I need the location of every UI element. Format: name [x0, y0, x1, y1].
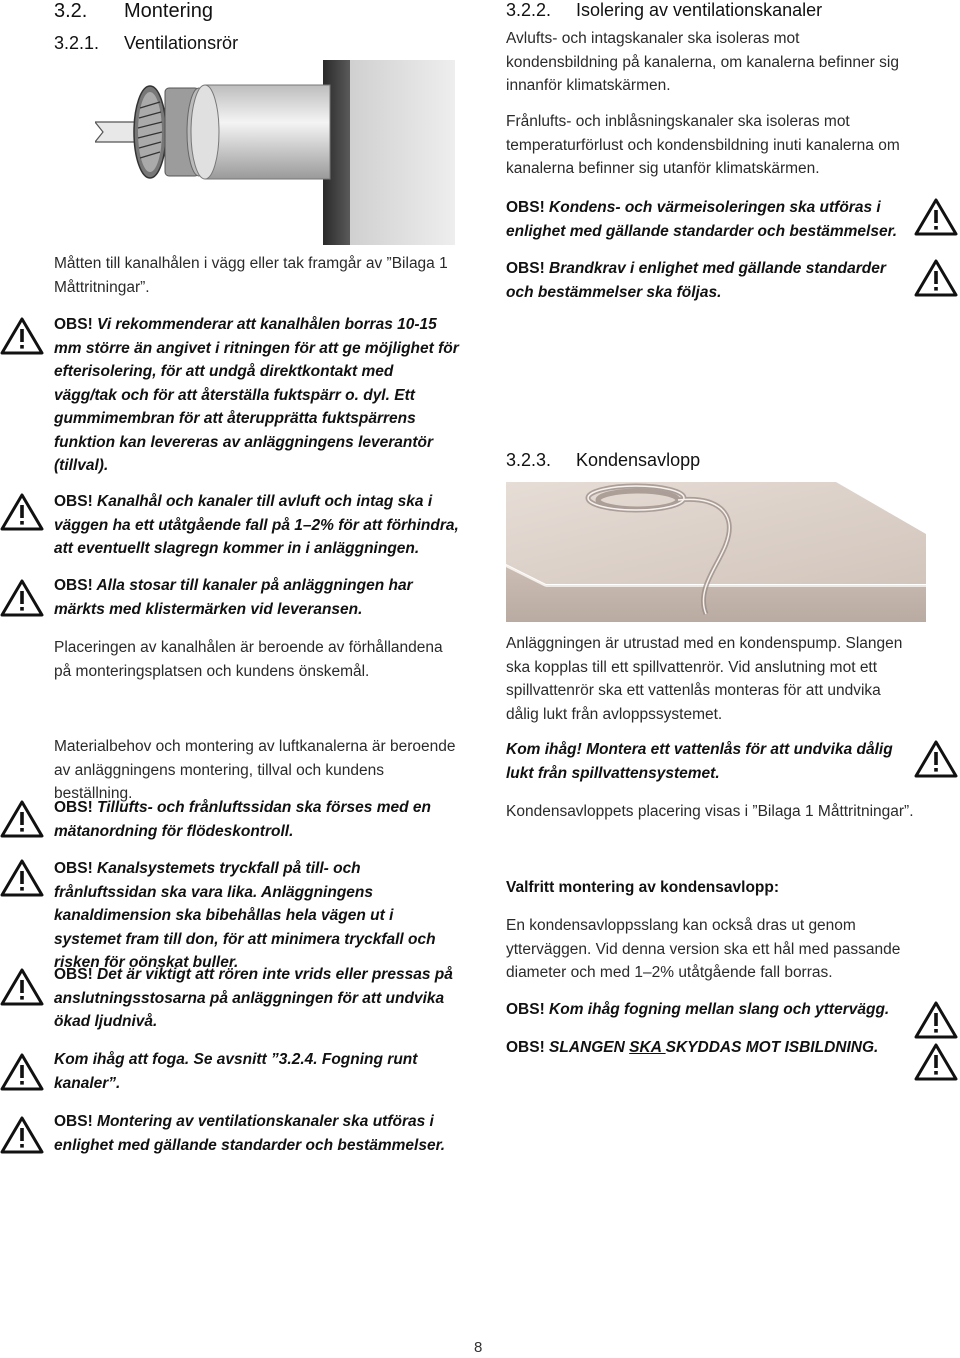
paragraph-placering-kondensavlopp: Kondensavloppets placering visas i ”Bilaga 1 Måttritningar”. [506, 803, 914, 820]
warning-triangle-icon [914, 739, 958, 779]
section-number: 3.2.3. [506, 450, 552, 470]
note-fogning: Kom ihåg att foga. Se avsnitt ”3.2.4. Fogning runt kanaler”. [54, 1051, 418, 1092]
section-number: 3.2. [54, 0, 88, 22]
obs-text: Kanalsystemets tryckfall på till- och frånluftssidan ska vara lika. Anläggningens kanaldimension ska bibehållas hela vägen ut i systemet fram till don, för att minimera tryckfall och risken för oönskat buller. [54, 860, 436, 971]
obs-label: OBS! [54, 860, 93, 877]
obs-text-underlined: SKA [629, 1039, 666, 1056]
obs-text: Vi rekommenderar att kanalhålen borras 10-15 mm större än angivet i ritningen för att ge möjlighet för efterisolering, för att undgå direktkontakt med vägg/tak och för att återställa fuktspärr o. dyl. Ett gummimembran för att återupprätta fuktspärrens funktion kan levereras av anläggningens leverantör (tillval). [54, 316, 459, 474]
obs-note-kondensisolering [506, 196, 911, 243]
illustration-caption: Måtten till kanalhålen i vägg eller tak framgår av ”Bilaga 1 Måttritningar”. [54, 255, 448, 296]
obs-note-isbildning [506, 1036, 911, 1060]
obs-label: OBS! [506, 1039, 545, 1056]
obs-label: OBS! [506, 199, 545, 216]
obs-text: Kondens- och värmeisoleringen ska utföras i enlighet med gällande standarder och bestämmelser. [506, 199, 898, 240]
paragraph-avlufts: Avlufts- och intagskanaler ska isoleras mot kondensbildning på kanalerna, om kanalerna befinner sig innanför klimatskärmen. [506, 30, 899, 94]
ventilation-pipe-illustration [95, 60, 455, 245]
warning-triangle-icon [0, 492, 44, 532]
obs-text: Brandkrav i enlighet med gällande standarder och bestämmelser ska följas. [506, 260, 886, 301]
obs-label: OBS! [54, 1113, 93, 1130]
condensate-hose-illustration [506, 474, 926, 622]
paragraph-kondensavloppsslang: En kondensavloppsslang kan också dras ut genom ytterväggen. Vid denna version ska ett hål med passande diameter och med 1–2% utåtgående fall borras. [506, 917, 901, 981]
obs-note-matanordning [54, 796, 459, 843]
obs-text: Alla stosar till kanaler på anläggningen har märkts med klistermärken vid leveransen. [54, 577, 413, 618]
warning-triangle-icon [0, 578, 44, 618]
obs-note-brandkrav [506, 257, 911, 304]
obs-text: Kanalhål och kanaler till avluft och intag ska i väggen ha ett utåtgående fall på 1–2% för att förhindra, att eventuellt slagregn kommer in i anläggningen. [54, 493, 459, 557]
obs-note-fall [54, 490, 459, 561]
obs-text: Det är viktigt att rören inte vrids eller pressas på anslutningsstosarna på anläggningen för att undvika ökad ljudnivå. [54, 966, 453, 1030]
obs-label: OBS! [54, 966, 93, 983]
warning-triangle-icon [0, 799, 44, 839]
section-title: Montering [124, 0, 213, 22]
obs-note-montering-standard [54, 1110, 459, 1157]
warning-triangle-icon [0, 967, 44, 1007]
paragraph-franlufts: Frånlufts- och inblåsningskanaler ska isoleras mot temperaturförlust och kondensbildning inuti kanalerna om kanalerna befinner sig utanför klimatskärmen. [506, 113, 900, 177]
obs-label: OBS! [54, 799, 93, 816]
paragraph-materialbehov: Materialbehov och montering av luftkanalerna är beroende av anläggningens montering, tillval och kundens beställning. [54, 738, 456, 802]
subheading-valfritt: Valfritt montering av kondensavlopp: [506, 879, 780, 896]
subsection-title: Ventilationsrör [124, 33, 239, 53]
section-heading-kondensavlopp [506, 450, 926, 471]
section-title: Isolering av ventilationskanaler [576, 0, 823, 20]
subsection-number: 3.2.1. [54, 33, 100, 53]
warning-triangle-icon [914, 197, 958, 237]
obs-note-fogning-slang [506, 998, 911, 1022]
obs-text-pre: SLANGEN [544, 1039, 630, 1056]
obs-note-tryckfall [54, 857, 459, 975]
warning-triangle-icon [0, 1115, 44, 1155]
obs-text: Kom ihåg fogning mellan slang och yttervägg. [544, 1001, 890, 1018]
obs-label: OBS! [54, 493, 93, 510]
obs-label: OBS! [506, 260, 545, 277]
paragraph-placering: Placeringen av kanalhålen är beroende av förhållandena på monteringsplatsen och kundens önskemål. [54, 639, 443, 680]
obs-label: OBS! [506, 1001, 545, 1018]
obs-label: OBS! [54, 316, 93, 333]
warning-triangle-icon [914, 1042, 958, 1082]
section-number: 3.2.2. [506, 0, 552, 20]
section-title: Kondensavlopp [576, 450, 701, 470]
obs-text: Tillufts- och frånluftssidan ska förses med en mätanordning för flödeskontroll. [54, 799, 431, 840]
subsection-heading [54, 33, 454, 54]
obs-label: OBS! [54, 577, 93, 594]
obs-note-stosar [54, 574, 459, 621]
section-heading-isolering [506, 0, 926, 21]
paragraph-kondenspump: Anläggningen är utrustad med en kondenspump. Slangen ska kopplas till ett spillvattenrör. Vid anslutning mot ett spillvattenrör ska ett vattenlås monteras för att undvika dålig lukt från avloppssystemet. [506, 635, 903, 723]
page-number: 8 [474, 1339, 483, 1356]
obs-text-post: SKYDDAS MOT ISBILDNING. [665, 1039, 879, 1056]
warning-triangle-icon [914, 1000, 958, 1040]
section-heading [54, 0, 454, 23]
note-vattenlas: Kom ihåg! Montera ett vattenlås för att undvika dålig lukt från spillvattensystemet. [506, 741, 893, 782]
warning-triangle-icon [914, 258, 958, 298]
warning-triangle-icon [0, 1052, 44, 1092]
obs-text: Montering av ventilationskanaler ska utföras i enlighet med gällande standarder och bestämmelser. [54, 1113, 446, 1154]
obs-note-ror-vrids [54, 963, 459, 1034]
warning-triangle-icon [0, 316, 44, 356]
warning-triangle-icon [0, 858, 44, 898]
obs-note-kanalhal-diameter [54, 313, 459, 478]
